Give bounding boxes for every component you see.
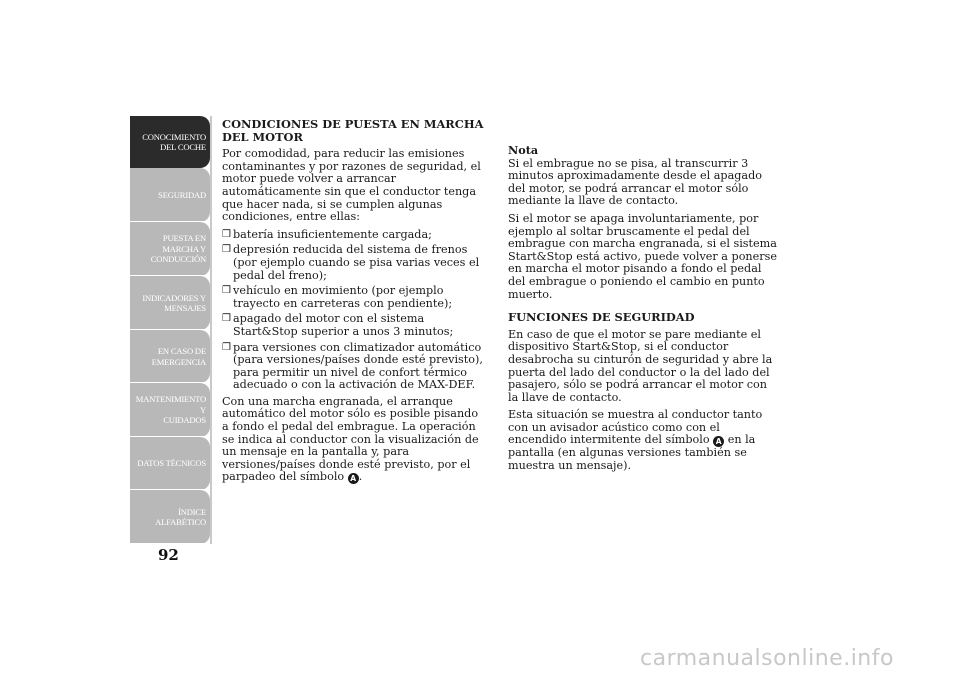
section-heading: FUNCIONES DE SEGURIDAD xyxy=(508,310,695,325)
tab-label: ÍNDICE ALFABÉTICO xyxy=(155,506,206,527)
note-paragraph-2: Si el motor se apaga involuntariamente, por ejemplo al soltar bruscamente el pedal del embrague con marcha engranada, si el sistema Start&Stop está activo, puede volver a ponerse en marcha el motor pisando a fondo el pedal del embrague o poniendo el cambio en punto muerto. xyxy=(508,211,777,301)
tab-indice[interactable] xyxy=(130,490,210,544)
tab-label: EN CASO DE EMERGENCIA xyxy=(151,346,206,367)
note-title: Nota xyxy=(508,143,539,157)
safety-paragraph-2: Esta situación se muestra al conductor tanto con un avisador acústico como con el encendido intermitente del símbolo A en la pantalla (en algunas versiones también se muestra un mensaje). xyxy=(508,408,763,473)
section-heading: CONDICIONES DE PUESTA EN MARCHA DEL MOTOR xyxy=(222,117,484,144)
tab-indicadores[interactable] xyxy=(130,276,210,330)
safety-paragraph-1: En caso de que el motor se pare mediante el dispositivo Start&Stop, si el conductor desabrocha su cinturón de seguridad y abre la puerta del lado del conductor o la del lado del pasajero, sólo se podrá arrancar el motor con la llave de contacto. xyxy=(508,327,773,404)
checkbox-bullet-icon: ❒ xyxy=(222,244,231,256)
sidebar-divider xyxy=(210,116,212,544)
tab-emergencia[interactable] xyxy=(130,330,210,383)
tab-label: MANTENIMIENTO Y CUIDADOS xyxy=(135,394,206,426)
checkbox-bullet-icon: ❒ xyxy=(222,313,231,325)
list-item: ❒ depresión reducida del sistema de frenos (por ejemplo cuando se pisa varias veces el pedal del freno); xyxy=(222,243,480,282)
tab-label: SEGURIDAD xyxy=(158,189,206,200)
tab-label: DATOS TÉCNICOS xyxy=(137,458,206,469)
tab-label: CONOCIMIENTO DEL COCHE xyxy=(142,131,206,152)
checkbox-bullet-icon: ❒ xyxy=(222,228,231,240)
watermark: carmanualsonline.info xyxy=(640,646,894,671)
left-column xyxy=(222,118,484,489)
tab-label: INDICADORES Y MENSAJES xyxy=(142,292,206,313)
checkbox-bullet-icon: ❒ xyxy=(222,285,231,297)
checkbox-bullet-icon: ❒ xyxy=(222,341,231,353)
page-number: 92 xyxy=(158,546,179,564)
start-stop-icon: A xyxy=(348,473,359,484)
tab-mantenimiento[interactable] xyxy=(130,383,210,437)
right-column xyxy=(508,118,780,478)
start-stop-icon: A xyxy=(713,436,724,447)
tab-label: PUESTA EN MARCHA Y CONDUCCIÓN xyxy=(150,233,206,265)
intro-paragraph: Por comodidad, para reducir las emisiones contaminantes y por razones de seguridad, el motor puede volver a arrancar automáticamente sin que el conductor tenga que hacer nada, si se cumplen algunas condiciones, entre ellas: xyxy=(222,147,481,224)
list-item: ❒ apagado del motor con el sistema Start&Stop superior a unos 3 minutos; xyxy=(222,312,454,338)
tab-conocimiento-del-coche[interactable] xyxy=(130,116,210,168)
conditions-list xyxy=(222,229,484,392)
list-item: ❒ vehículo en movimiento (por ejemplo trayecto en carreteras con pendiente); xyxy=(222,284,453,310)
list-item: ❒ para versiones con climatizador automático (para versiones/países donde esté previsto), para permitir un nivel de confort térmico adecuado o con la activación de MAX-DEF. xyxy=(222,340,483,392)
list-item: ❒ batería insuficientemente cargada; xyxy=(222,227,432,241)
closing-paragraph: Con una marcha engranada, el arranque automático del motor sólo es posible pisando a fondo el pedal del embrague. La operación se indica al conductor con la visualización de un mensaje en la pantalla y, para versiones/países donde esté previsto, por el parpadeo del símbolo A . xyxy=(222,394,479,484)
tab-puesta-en-marcha[interactable] xyxy=(130,222,210,276)
note-paragraph-1: Si el embrague no se pisa, al transcurrir 3 minutos aproximadamente desde el apagado del motor, se podrá arrancar el motor sólo mediante la llave de contacto. xyxy=(508,156,762,208)
tab-seguridad[interactable] xyxy=(130,168,210,222)
tab-datos-tecnicos[interactable] xyxy=(130,437,210,490)
